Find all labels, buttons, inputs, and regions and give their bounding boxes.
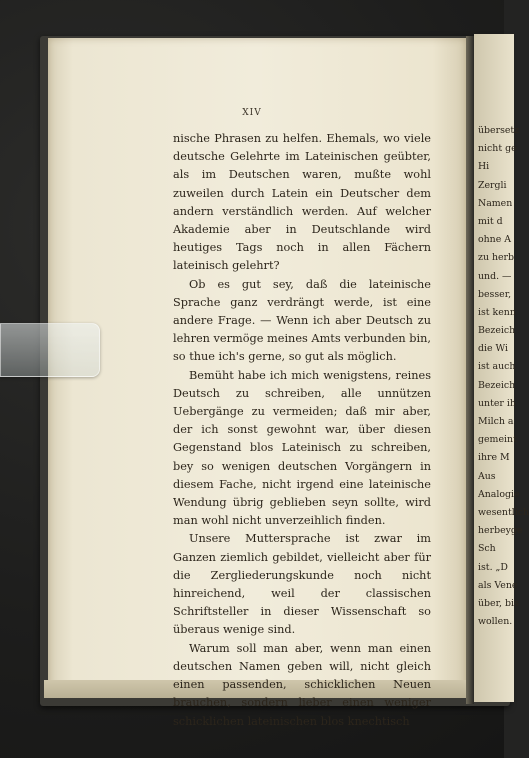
- right-line: zu herb: [478, 252, 515, 264]
- right-line: als Vene: [478, 579, 518, 591]
- page-text: [173, 130, 431, 731]
- paragraph: Bemüht habe ich mich wenigstens, reines Deutsch zu schreiben, alle unnützen Uebergänge zu vermeiden; daß mir aber, der ich sonst gewohnt war, über diesen Gegenstand blos Lateinisch zu schreiben, bey so wenigen deutschen Vorgängern in diesem Fache, nicht irgend eine lateinische Wendung übrig geblieben seyn sollte, wird man wohl nicht unverzeihlich finden.: [173, 368, 431, 528]
- right-line: ist. „D: [478, 561, 508, 573]
- paragraph: Warum soll man aber, wenn man einen deutschen Namen geben will, nicht gleich einen passenden, schicklichen Neuen brauchen, sondern lieber einen weniger schicklichen lateinischen blos knechtisch: [173, 641, 431, 728]
- right-line: mit d: [478, 215, 503, 227]
- right-line: ist auch: [478, 361, 516, 373]
- right-line: übersetz: [478, 125, 520, 136]
- right-line: gemeint: [478, 434, 517, 446]
- right-line: unter ih: [478, 397, 516, 409]
- right-line: Zergli: [478, 179, 507, 191]
- right-line: über, bis: [478, 597, 519, 609]
- right-line: ist kenn: [478, 306, 516, 318]
- right-line: Bezeich: [478, 325, 516, 337]
- right-line: Hi: [478, 161, 490, 173]
- right-line: Sch: [478, 543, 496, 555]
- right-line: Milch a: [478, 416, 514, 427]
- right-line: Analogie: [478, 488, 520, 500]
- right-line: und. —: [478, 270, 512, 282]
- right-line: ohne A: [478, 234, 512, 246]
- right-line: besser,: [478, 288, 512, 300]
- right-line: nicht ge: [478, 143, 517, 155]
- paragraph: nische Phrasen zu helfen. Ehemals, wo viele deutsche Gelehrte im Lateinischen geübter, als im Deutschen waren, mußte wohl zuweilen durch Latein ein Deutscher dem andern verständlich werden. Auf welcher Akademie aber in Deutschlande wird heutiges Tags noch in allen Fächern lateinisch gelehrt?: [173, 132, 431, 273]
- right-line: herbeyge: [478, 525, 523, 537]
- right-line: wollen.: [478, 616, 513, 628]
- paragraph: Unsere Muttersprache ist zwar im Ganzen ziemlich gebildet, vielleicht aber für die Zergliederungskunde noch nicht hinreichend, weil der classischen Schriftsteller in dieser Wissenschaft so überaus wenige sind.: [173, 532, 431, 637]
- right-page-text: [478, 122, 529, 631]
- right-line: Namen: [478, 197, 513, 209]
- right-line: die Wi: [478, 343, 508, 355]
- paragraph: Ob es gut sey, daß die lateinische Sprache ganz verdrängt werde, ist eine andere Frage. — Wenn ich aber Deutsch zu lehren vermöge meines Amts verbunden bin, so thue ich's gerne, so gut als möglich.: [173, 277, 431, 364]
- page-number: XIV: [242, 108, 262, 118]
- book-gutter: [466, 36, 474, 704]
- right-line: Aus: [478, 470, 496, 482]
- right-line: ihre M: [478, 452, 510, 464]
- page-marker-tab: [0, 323, 100, 377]
- right-line: wesentlich: [478, 506, 529, 518]
- right-line: Bezeich: [478, 379, 516, 391]
